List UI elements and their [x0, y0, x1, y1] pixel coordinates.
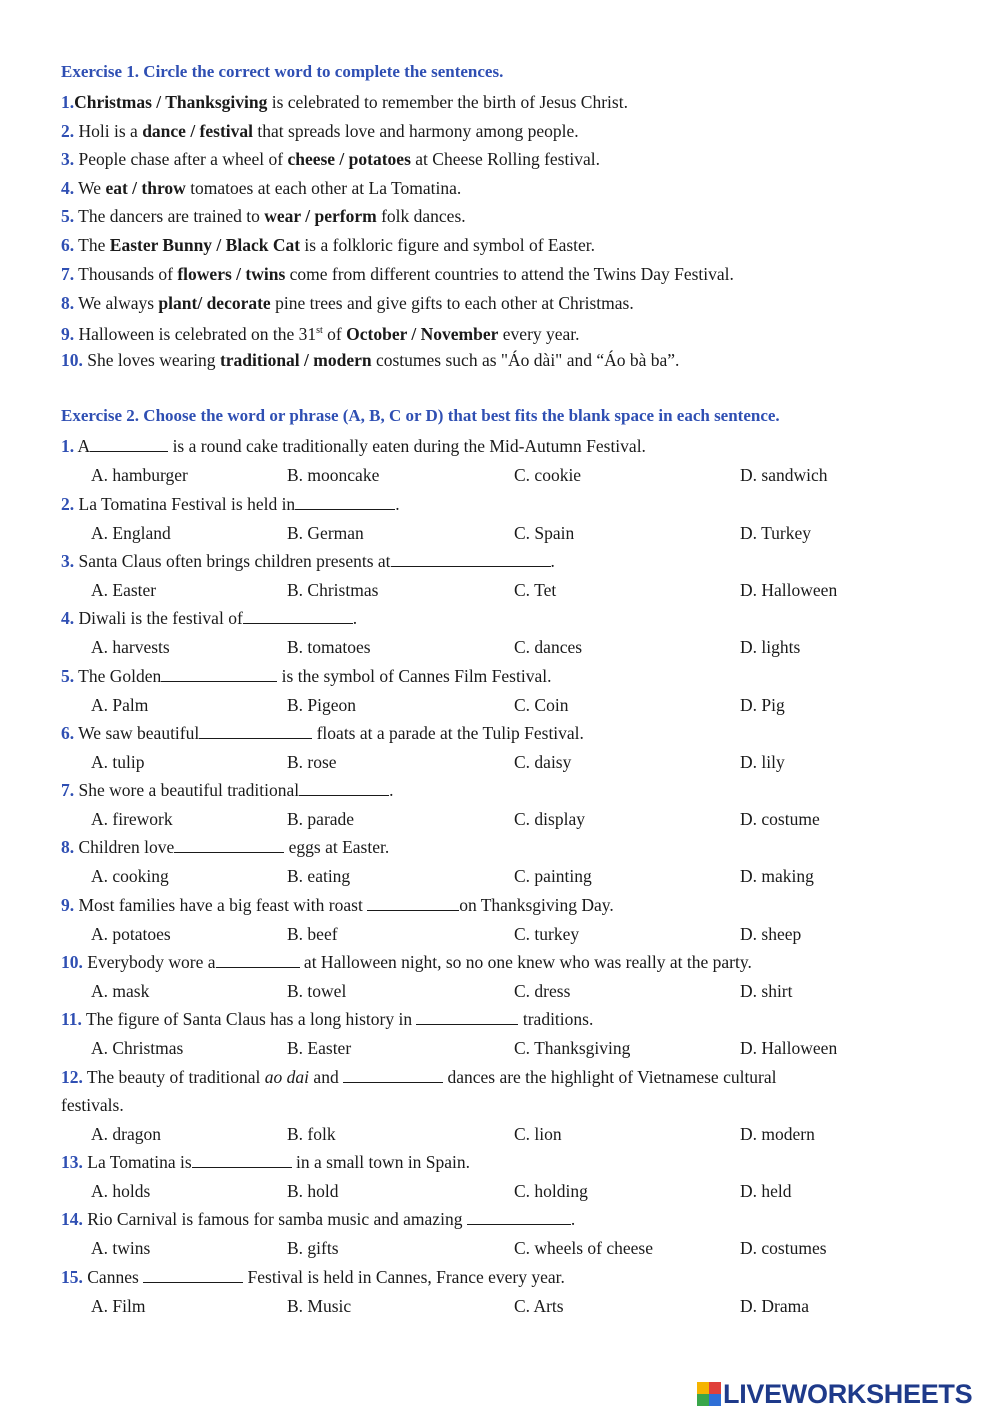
answer-option[interactable]: A. dragon [91, 1124, 161, 1144]
question-text: . [352, 608, 358, 628]
question-text: traditions. [518, 1009, 594, 1029]
exercise-2-question [61, 1008, 593, 1030]
word-choice[interactable]: flowers / twins [177, 264, 286, 284]
question-continuation: festivals. [61, 1095, 124, 1115]
answer-blank[interactable] [416, 1010, 518, 1025]
exercise-2-question [61, 722, 584, 744]
question-text: She wore a beautiful traditional [74, 780, 300, 800]
ordinal-suffix: st [316, 325, 323, 336]
question-number: 4. [61, 608, 75, 628]
question-text: We saw beautiful [74, 723, 200, 743]
answer-options [0, 923, 1000, 945]
exercise-2-question [61, 779, 394, 801]
answer-option[interactable]: D. Halloween [740, 1038, 838, 1058]
answer-option[interactable]: C. lion [514, 1124, 562, 1144]
answer-option[interactable]: C. cookie [514, 465, 582, 485]
exercise-1-sentence [61, 177, 461, 199]
answer-option[interactable]: A. twins [91, 1238, 151, 1258]
exercise-1-sentence [61, 292, 634, 314]
answer-option[interactable]: A. mask [91, 981, 150, 1001]
answer-options [0, 980, 1000, 1002]
italic-term: ao dai [264, 1067, 310, 1087]
answer-option[interactable]: D. costume [740, 809, 820, 829]
answer-blank[interactable] [467, 1210, 571, 1225]
sentence-text: folk dances. [376, 206, 466, 226]
answer-options [0, 865, 1000, 887]
answer-option[interactable]: B. beef [287, 924, 338, 944]
question-number: 7. [61, 780, 75, 800]
answer-option[interactable]: B. rose [287, 752, 337, 772]
question-number: 11. [61, 1009, 82, 1029]
exercise-2-question [61, 607, 357, 629]
answer-option[interactable]: C. dress [514, 981, 571, 1001]
question-text: floats at a parade at the Tulip Festival. [312, 723, 584, 743]
answer-blank[interactable] [391, 552, 551, 567]
answer-option[interactable]: D. lights [740, 637, 801, 657]
answer-option[interactable]: C. daisy [514, 752, 572, 772]
answer-blank[interactable] [243, 609, 353, 624]
question-text: La Tomatina is [82, 1152, 192, 1172]
question-text: on Thanksgiving Day. [459, 895, 614, 915]
answer-option[interactable]: B. Pigeon [287, 695, 357, 715]
question-text: Children love [74, 837, 175, 857]
answer-options [0, 808, 1000, 830]
question-text: eggs at Easter. [284, 837, 390, 857]
question-number: 8. [61, 837, 75, 857]
answer-options [0, 1237, 1000, 1259]
question-text: at Halloween night, so no one knew who was really at the party. [299, 952, 752, 972]
answer-option[interactable]: B. parade [287, 809, 355, 829]
answer-blank[interactable] [192, 1153, 292, 1168]
answer-option[interactable]: B. eating [287, 866, 351, 886]
question-number: 8. [61, 293, 75, 313]
logo-square-4 [709, 1394, 721, 1406]
answer-option[interactable]: C. Thanksgiving [514, 1038, 631, 1058]
answer-option[interactable]: C. dances [514, 637, 583, 657]
exercise-1-sentence [61, 234, 595, 256]
question-text: is a round cake traditionally eaten during the Mid-Autumn Festival. [168, 436, 646, 456]
sentence-text: Holi is a [74, 121, 143, 141]
answer-option[interactable]: C. Tet [514, 580, 557, 600]
answer-option[interactable]: D. making [740, 866, 814, 886]
answer-option[interactable]: C. display [514, 809, 585, 829]
answer-blank[interactable] [299, 781, 389, 796]
answer-option[interactable]: B. mooncake [287, 465, 380, 485]
question-number: 4. [61, 178, 75, 198]
answer-option[interactable]: B. tomatoes [287, 637, 371, 657]
exercise-1-sentence [61, 349, 679, 371]
question-text: . [550, 551, 555, 571]
answer-blank[interactable] [161, 667, 277, 682]
answer-option[interactable]: B. Christmas [287, 580, 379, 600]
answer-option[interactable]: C. turkey [514, 924, 580, 944]
answer-blank[interactable] [295, 495, 395, 510]
exercise-1-sentence [61, 205, 466, 227]
exercise-2-heading: Exercise 2. Choose the word or phrase (A, B, C or D) that best fits the blank space in each sentence. [61, 406, 780, 425]
exercise-2-question [61, 836, 389, 858]
question-text: and [309, 1067, 344, 1087]
exercise-1-sentence [61, 263, 734, 285]
question-text: The Golden [74, 666, 162, 686]
answer-option[interactable]: D. shirt [740, 981, 793, 1001]
question-number: 12. [61, 1067, 83, 1087]
question-number: 10. [61, 350, 83, 370]
word-choice[interactable]: plant/ decorate [158, 293, 271, 313]
question-text: . [570, 1209, 576, 1229]
answer-option[interactable]: D. costumes [740, 1238, 827, 1258]
exercise-1-sentence [61, 320, 580, 345]
word-choice[interactable]: wear / perform [264, 206, 377, 226]
answer-options [0, 694, 1000, 716]
answer-option[interactable]: A. Film [91, 1296, 146, 1316]
answer-options [0, 579, 1000, 601]
word-choice[interactable]: Easter Bunny / Black Cat [109, 235, 301, 255]
logo-square-3 [697, 1394, 709, 1406]
exercise-2-question [61, 435, 646, 457]
answer-blank[interactable] [174, 838, 284, 853]
question-text: Rio Carnival is famous for samba music and amazing [82, 1209, 467, 1229]
question-number: 15. [61, 1267, 83, 1287]
answer-option[interactable]: A. Easter [91, 580, 157, 600]
question-text: Festival is held in Cannes, France every year. [243, 1267, 565, 1287]
question-number: 9. [61, 323, 75, 344]
answer-option[interactable]: C. Coin [514, 695, 569, 715]
answer-blank[interactable] [143, 1268, 243, 1283]
question-text: Cannes [82, 1267, 144, 1287]
sentence-text: We always [74, 293, 159, 313]
answer-option[interactable]: B. German [287, 523, 364, 543]
answer-option[interactable]: A. potatoes [91, 924, 171, 944]
sentence-text: that spreads love and harmony among people. [253, 121, 579, 141]
question-number: 10. [61, 952, 83, 972]
answer-blank[interactable] [216, 953, 300, 968]
sentence-text: costumes such as "Áo dài" and “Áo bà ba”. [371, 350, 680, 370]
question-text: A [74, 436, 91, 456]
question-number: 1. [61, 92, 75, 112]
answer-options [0, 1295, 1000, 1317]
answer-option[interactable]: D. sheep [740, 924, 802, 944]
answer-option[interactable]: A. England [91, 523, 171, 543]
answer-option[interactable]: B. Music [287, 1296, 352, 1316]
question-text: . [395, 494, 400, 514]
sentence-text: is a folkloric figure and symbol of Easter. [300, 235, 596, 255]
sentence-text: Thousands of [74, 264, 178, 284]
answer-option[interactable]: C. wheels of cheese [514, 1238, 653, 1258]
word-choice[interactable]: October / November [346, 323, 499, 344]
sentence-text: of [322, 323, 347, 344]
answer-option[interactable]: B. folk [287, 1124, 336, 1144]
answer-option[interactable]: D. Turkey [740, 523, 811, 543]
sentence-text: People chase after a wheel of [74, 149, 288, 169]
sentence-text: The dancers are trained to [74, 206, 265, 226]
sentence-text: The [74, 235, 110, 255]
exercise-1-sentence [61, 91, 628, 113]
question-number: 6. [61, 723, 75, 743]
question-number: 3. [61, 551, 75, 571]
word-choice[interactable]: dance / festival [142, 121, 254, 141]
exercise-2-question [61, 1208, 575, 1230]
question-text: The beauty of traditional [82, 1067, 265, 1087]
word-choice[interactable]: cheese / potatoes [287, 149, 411, 169]
exercise-2-question [61, 1066, 777, 1088]
answer-option[interactable]: D. modern [740, 1124, 815, 1144]
exercise-2-question [61, 1266, 565, 1288]
answer-option[interactable]: D. sandwich [740, 465, 828, 485]
answer-option[interactable]: B. gifts [287, 1238, 339, 1258]
answer-option[interactable]: D. Drama [740, 1296, 810, 1316]
answer-option[interactable]: A. Palm [91, 695, 149, 715]
question-text: Most families have a big feast with roast [74, 895, 368, 915]
exercise-2-question [61, 550, 555, 572]
answer-options [0, 1180, 1000, 1202]
answer-options [0, 751, 1000, 773]
answer-option[interactable]: D. Pig [740, 695, 785, 715]
answer-option[interactable]: A. firework [91, 809, 173, 829]
answer-options [0, 1123, 1000, 1145]
logo-text: LIVEWORKSHEETS [723, 1378, 973, 1409]
question-text: Everybody wore a [82, 952, 216, 972]
sentence-text: at Cheese Rolling festival. [410, 149, 600, 169]
question-number: 1. [61, 436, 75, 456]
word-choice[interactable]: Christmas / Thanksgiving [74, 92, 268, 112]
answer-options [0, 522, 1000, 544]
answer-option[interactable]: B. Easter [287, 1038, 352, 1058]
question-text: The figure of Santa Claus has a long history in [81, 1009, 417, 1029]
logo-square-2 [709, 1382, 721, 1394]
question-number: 6. [61, 235, 75, 255]
question-number: 7. [61, 264, 75, 284]
answer-option[interactable]: B. towel [287, 981, 347, 1001]
sentence-text: We [74, 178, 106, 198]
sentence-text: She loves wearing [82, 350, 220, 370]
question-number: 3. [61, 149, 75, 169]
sentence-text: is celebrated to remember the birth of Jesus Christ. [267, 92, 628, 112]
question-number: 2. [61, 121, 75, 141]
exercise-2-question [61, 951, 752, 973]
answer-options [0, 1037, 1000, 1059]
answer-option[interactable]: A. harvests [91, 637, 170, 657]
sentence-text: pine trees and give gifts to each other at Christmas. [270, 293, 634, 313]
sentence-text: Halloween is celebrated on the 31 [74, 323, 317, 344]
exercise-1-heading: Exercise 1. Circle the correct word to complete the sentences. [61, 62, 504, 81]
question-number: 2. [61, 494, 75, 514]
question-text: . [389, 780, 394, 800]
question-text: dances are the highlight of Vietnamese cultural [443, 1067, 777, 1087]
answer-option[interactable]: D. held [740, 1181, 792, 1201]
question-text: Diwali is the festival of [74, 608, 243, 628]
answer-options [0, 464, 1000, 486]
question-number: 5. [61, 206, 75, 226]
sentence-text: tomatoes at each other at La Tomatina. [185, 178, 462, 198]
question-text: in a small town in Spain. [291, 1152, 471, 1172]
answer-option[interactable]: A. holds [91, 1181, 151, 1201]
answer-option[interactable]: A. cooking [91, 866, 169, 886]
answer-blank[interactable] [90, 437, 168, 452]
sentence-text: come from different countries to attend the Twins Day Festival. [285, 264, 734, 284]
word-choice[interactable]: traditional / modern [219, 350, 372, 370]
answer-option[interactable]: A. Christmas [91, 1038, 184, 1058]
sentence-text: every year. [498, 323, 580, 344]
exercise-2-question [61, 1151, 470, 1173]
exercise-2-question [61, 665, 551, 687]
answer-option[interactable]: A. hamburger [91, 465, 188, 485]
exercise-1-sentence [61, 120, 579, 142]
answer-blank[interactable] [367, 896, 459, 911]
word-choice[interactable]: eat / throw [105, 178, 186, 198]
answer-option[interactable]: C. Spain [514, 523, 575, 543]
question-number: 9. [61, 895, 75, 915]
liveworksheets-logo-icon [697, 1382, 721, 1406]
question-text: La Tomatina Festival is held in [74, 494, 296, 514]
answer-option[interactable]: D. lily [740, 752, 785, 772]
exercise-1-sentence [61, 148, 600, 170]
answer-options [0, 636, 1000, 658]
question-text: is the symbol of Cannes Film Festival. [277, 666, 552, 686]
answer-option[interactable]: C. Arts [514, 1296, 564, 1316]
liveworksheets-logo [697, 1378, 995, 1410]
answer-blank[interactable] [343, 1068, 443, 1083]
answer-option[interactable]: D. Halloween [740, 580, 838, 600]
logo-square-1 [697, 1382, 709, 1394]
question-number: 13. [61, 1152, 83, 1172]
exercise-2-question [61, 894, 614, 916]
answer-option[interactable]: C. holding [514, 1181, 588, 1201]
question-number: 5. [61, 666, 75, 686]
answer-blank[interactable] [199, 724, 312, 739]
answer-option[interactable]: B. hold [287, 1181, 339, 1201]
question-text: Santa Claus often brings children presents at [74, 551, 391, 571]
exercise-2-question [61, 493, 400, 515]
answer-option[interactable]: A. tulip [91, 752, 145, 772]
question-number: 14. [61, 1209, 83, 1229]
answer-option[interactable]: C. painting [514, 866, 592, 886]
